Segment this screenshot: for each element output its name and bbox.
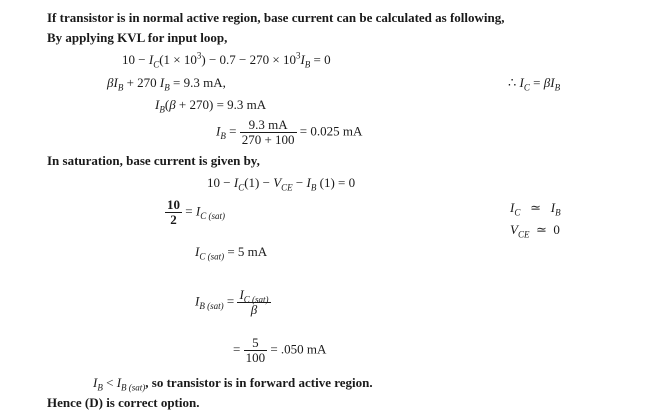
ib-sat-result: = $\frac{5}{100}$ = .050 mA: [233, 335, 327, 365]
vce-approx-zero: $V_{CE}$ ≃ 0: [510, 222, 560, 240]
ib-factored-equation: $I_B(\beta + 270) = 9.3$ mA: [155, 97, 267, 115]
kvl-saturation-equation: $10 - I_C(1) - V_{CE} - I_B$ (1) = 0: [207, 175, 356, 193]
saturation-intro: In saturation, base current is given by,: [47, 153, 260, 168]
ic-sat-fraction-equation: $\frac{10}{2}$ = $I_{C (sat)}$: [167, 197, 225, 227]
ic-beta-relation: ∴ $I_C = \beta I_B$: [508, 75, 561, 93]
beta-ib-equation: $\beta I_B + 270$ $I_B = 9.3$ mA,: [107, 75, 226, 93]
ic-approx-ib: $I_C$ ≃ $I_B$: [510, 200, 561, 218]
intro-line-2: By applying KVL for input loop,: [47, 30, 228, 45]
five-over-hundred-fraction: $\frac{5}{100}$: [245, 335, 266, 365]
intro-line-1: If transistor is in normal active region, base current can be calculated as following,: [47, 10, 505, 25]
ib-sat-equation: $I_{B (sat)}$ = $\frac{I_{C (sat)}}{\beta}$: [195, 287, 269, 317]
ic-sat-over-beta-fraction: $\frac{I_{C (sat)}}{\beta}$: [239, 287, 269, 317]
kvl-input-equation: $10 - I_C(1 \times 10^3) - 0.7 - 270 \times 10^3I_B = 0$: [122, 50, 331, 70]
ib-result-equation: $I_B$ = $\frac{9.3 mA}{270 + 100}$ = 0.025 mA: [216, 117, 363, 147]
ib-fraction: $\frac{9.3 mA}{270 + 100}$: [241, 117, 295, 147]
conclusion-line: $I_B < I_{B (sat)}$, so transistor is in forward active region.: [93, 375, 373, 393]
answer-line: Hence (D) is correct option.: [47, 395, 200, 410]
ic-sat-value: $I_{C (sat)} = 5$ mA: [195, 244, 268, 262]
ten-over-two-fraction: $\frac{10}{2}$: [167, 197, 180, 227]
